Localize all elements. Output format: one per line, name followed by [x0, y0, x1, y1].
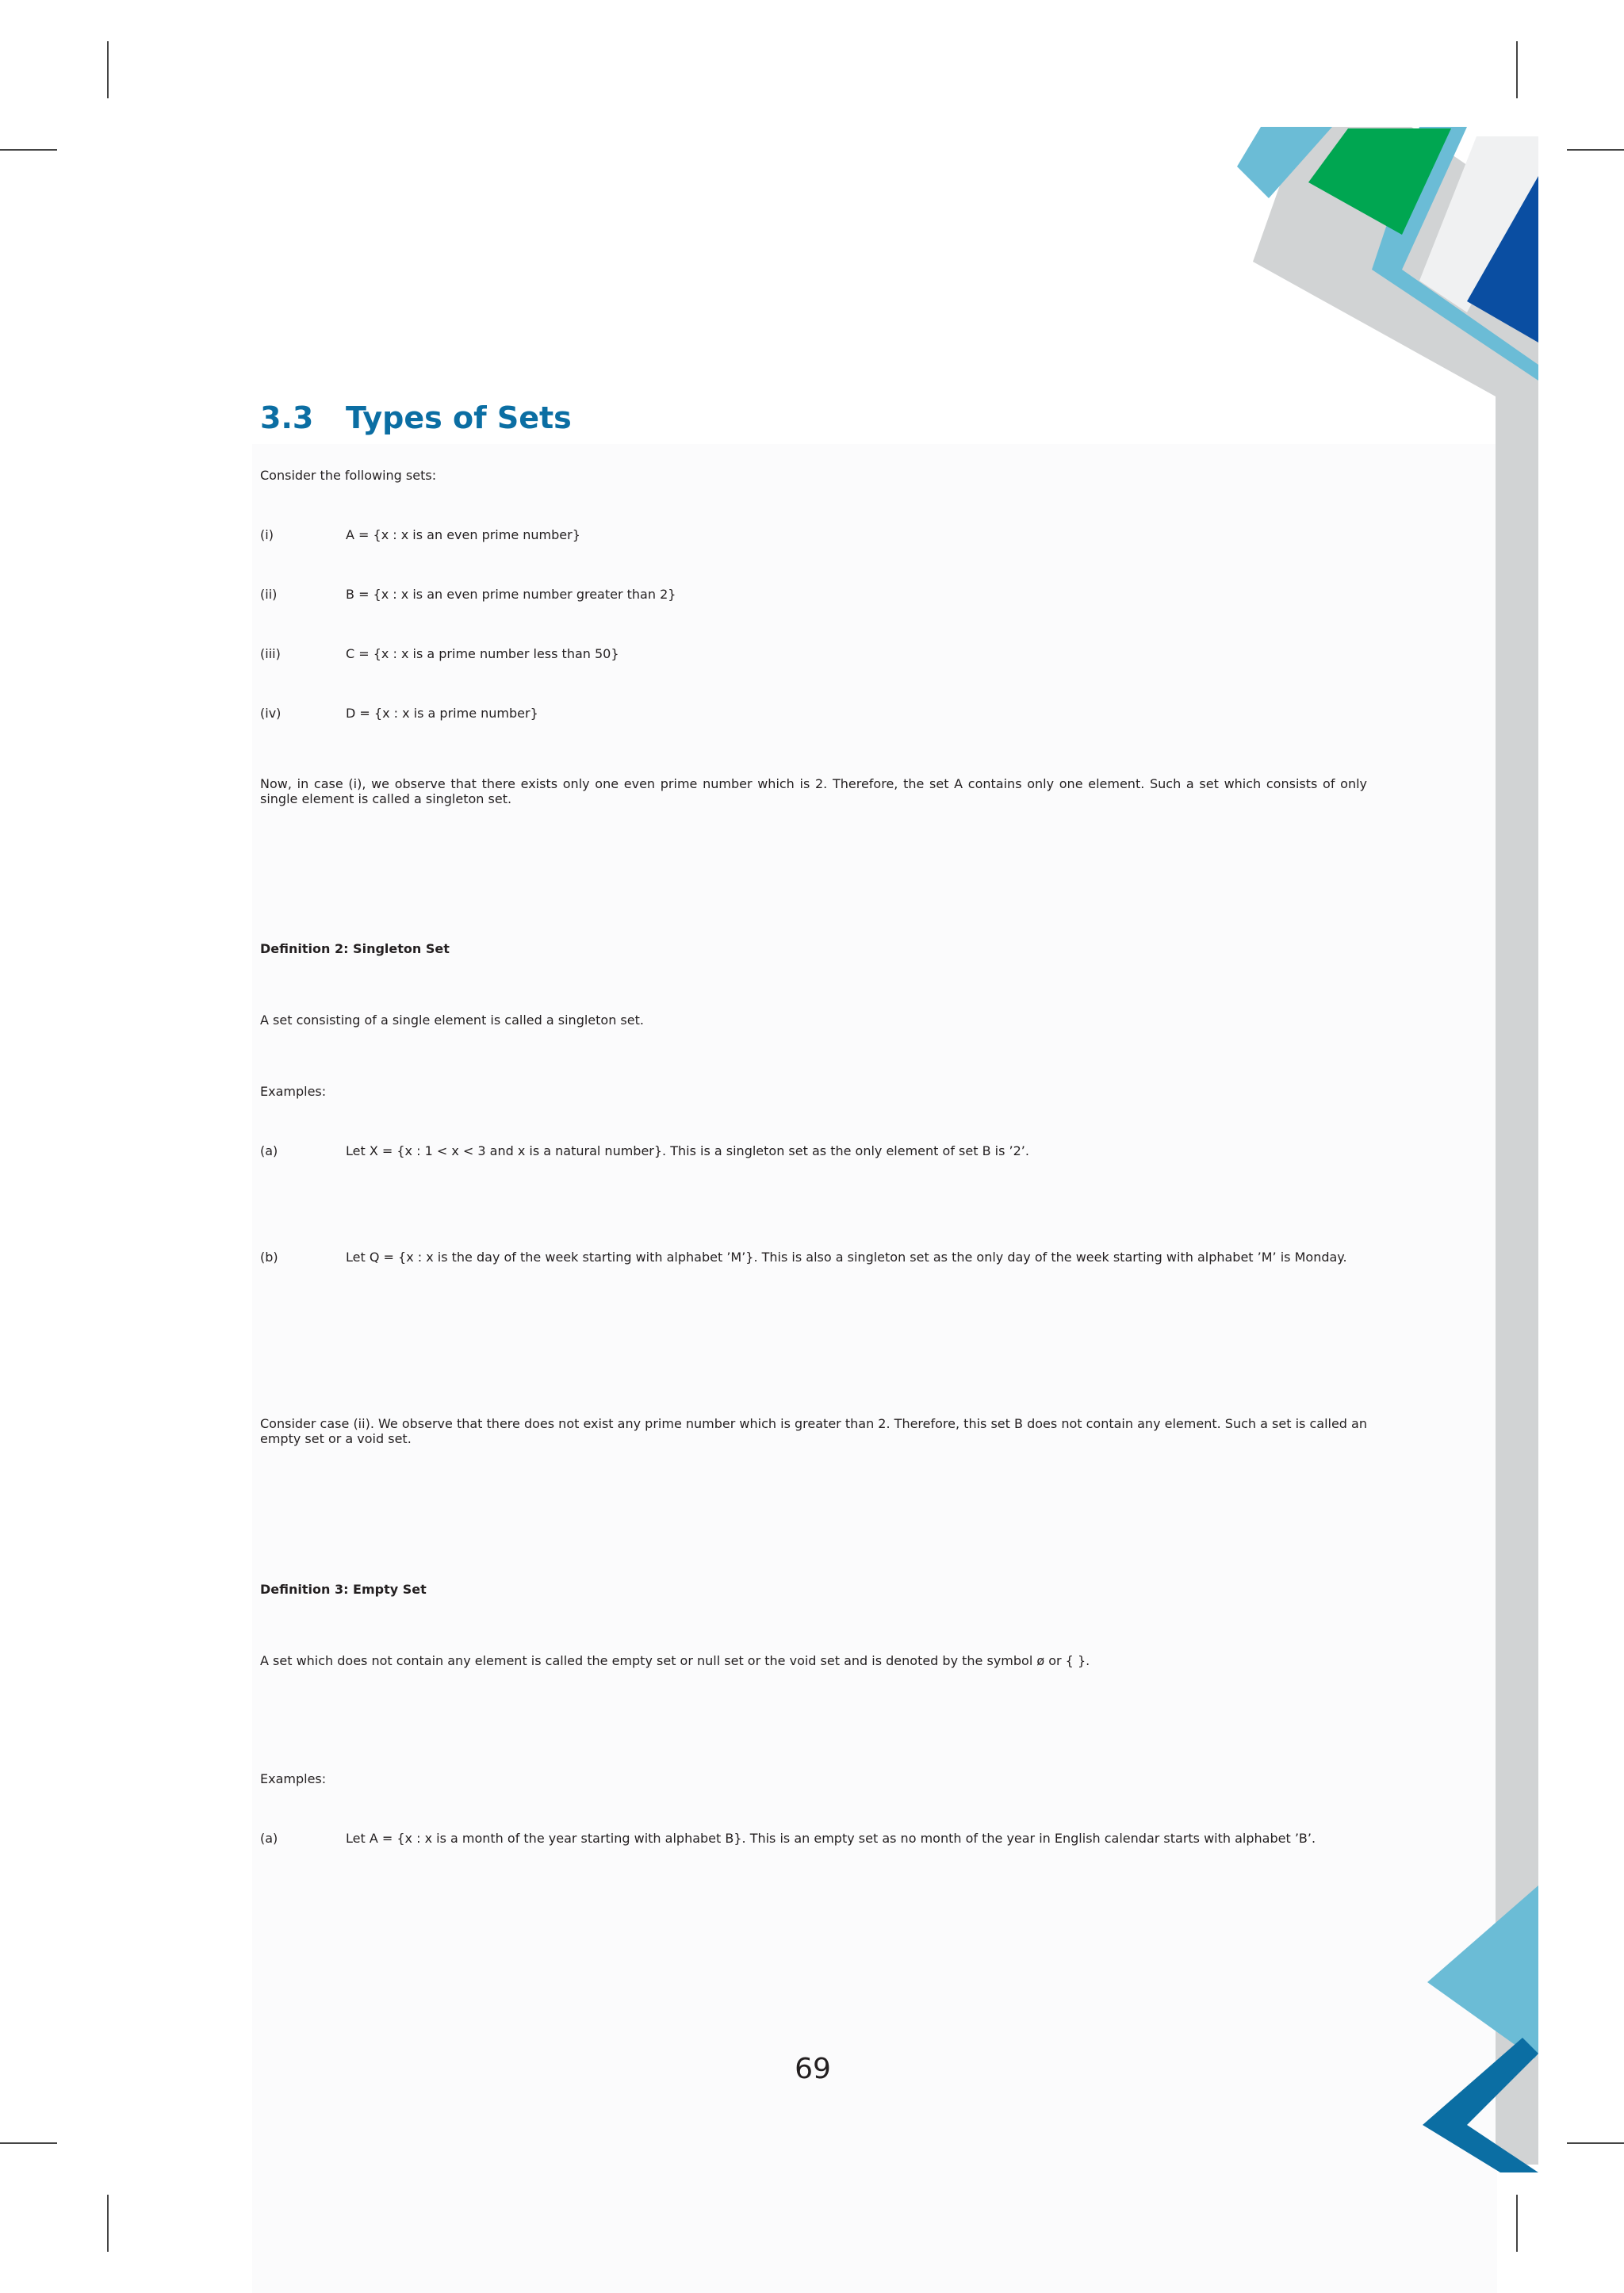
example-text: Let Q = {x : x is the day of the week starting with alphabet ’M’}. This is also a singleton set as the only day of the week starting with alphabet ’M’ is Monday.	[346, 1250, 1347, 1265]
set-label: (iv)	[260, 706, 282, 721]
intro-text: Consider the following sets:	[260, 468, 437, 483]
section-heading	[260, 394, 572, 442]
section-title: Types of Sets	[346, 400, 572, 435]
set-label: (i)	[260, 527, 274, 542]
examples-label: Examples:	[260, 1771, 327, 1786]
definition-2-heading: Definition 2: Singleton Set	[260, 941, 450, 956]
section-number: 3.3	[260, 400, 314, 435]
deco-bottom-lightblue-diamond	[1427, 1885, 1538, 2061]
set-text: A = {x : x is an even prime number}	[346, 527, 580, 542]
example-text: Let X = {x : 1 < x < 3 and x is a natural number}. This is a singleton set as the only element of set B is ’2’.	[346, 1143, 1029, 1158]
set-text: B = {x : x is an even prime number greater than 2}	[346, 587, 676, 602]
page-number: 69	[795, 2053, 831, 2085]
example-text: Let A = {x : x is a month of the year starting with alphabet B}. This is an empty set as no month of the year in English calendar starts with alphabet ’B’.	[346, 1831, 1316, 1846]
set-text: C = {x : x is a prime number less than 50}	[346, 646, 619, 661]
definition-2-text: A set consisting of a single element is called a singleton set.	[260, 1013, 644, 1028]
set-text: D = {x : x is a prime number}	[346, 706, 538, 721]
example-label: (a)	[260, 1143, 278, 1158]
singleton-paragraph: Now, in case (i), we observe that there exists only one even prime number which is 2. Therefore, the set A contains only one element. Such a set which consists of only single element is called a singleton set.	[260, 776, 1367, 806]
empty-set-paragraph: Consider case (ii). We observe that there does not exist any prime number which is greater than 2. Therefore, this set B does not contain any element. Such a set is called an empty set or a void set.	[260, 1416, 1367, 1446]
example-label: (a)	[260, 1831, 278, 1846]
set-label: (iii)	[260, 646, 281, 661]
definition-3-text: A set which does not contain any element is called the empty set or null set or the void set and is denoted by the symbol ø or { }.	[260, 1653, 1090, 1668]
set-label: (ii)	[260, 587, 278, 602]
example-label: (b)	[260, 1250, 278, 1265]
definition-3-heading: Definition 3: Empty Set	[260, 1582, 427, 1597]
examples-label: Examples:	[260, 1084, 327, 1099]
